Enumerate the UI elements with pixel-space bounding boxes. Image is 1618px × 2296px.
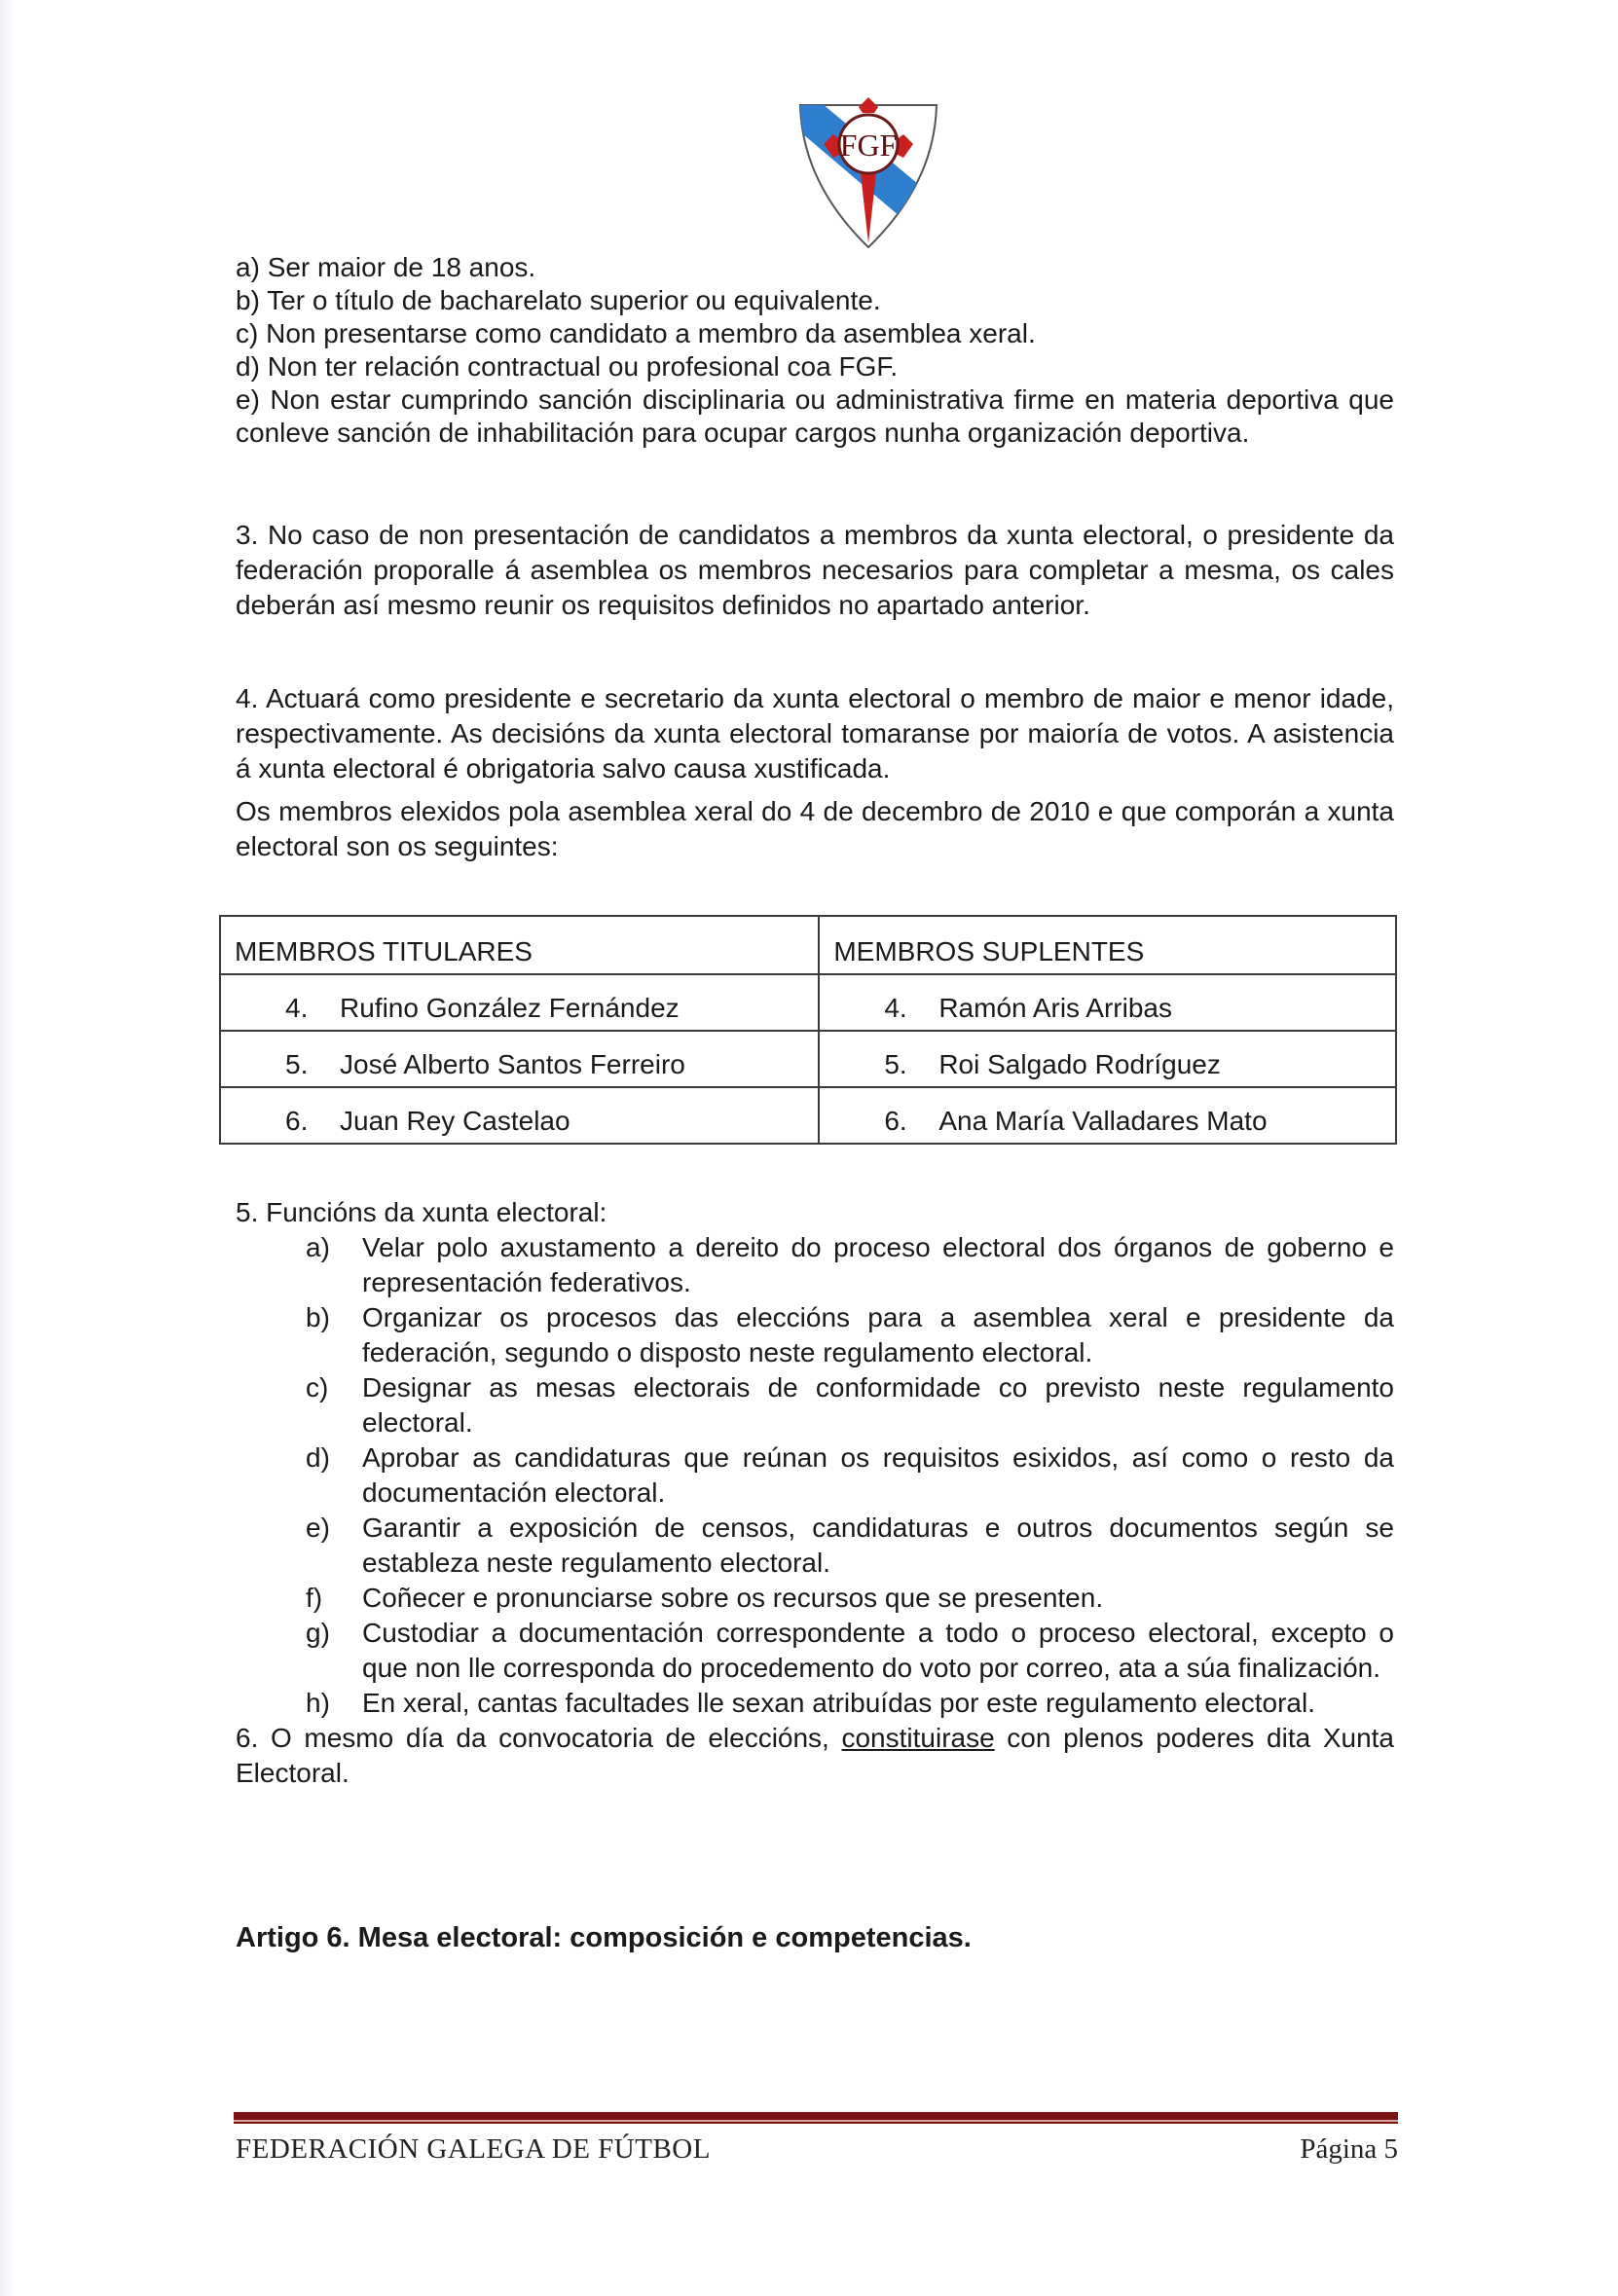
function-item: c) Designar as mesas electorais de conformidade co previsto neste regulamento electoral.: [306, 1372, 1394, 1438]
suplente-cell: 4. Ramón Aris Arribas: [819, 974, 1396, 1031]
function-item: g) Custodiar a documentación correspondente a todo o proceso electoral, excepto o que non lle corresponda do procedemento do voto por correo, ata a súa finalización.: [306, 1618, 1394, 1683]
requirement-b: b) Ter o título de bacharelato superior ou equivalente.: [236, 285, 881, 315]
paragraph-3: 3. No caso de non presentación de candidatos a membros da xunta electoral, o presidente da federación proporalle á asemblea os membros necesarios para completar a mesma, os cales deberán así mesmo reunir os requisitos definidos no apartado anterior.: [236, 520, 1394, 620]
paragraph-4: 4. Actuará como presidente e secretario da xunta electoral o membro de maior e menor idade, respectivamente. As decisións da xunta electoral tomaranse por maioría de votos. A asistencia á xunta electoral é obrigatoria salvo causa xustificada.: [236, 683, 1394, 784]
functions-section: [236, 1195, 1394, 1791]
suplente-cell: 6. Ana María Valladares Mato: [819, 1087, 1396, 1144]
titular-cell: 5. José Alberto Santos Ferreiro: [220, 1031, 819, 1087]
table-row: [220, 974, 1396, 1031]
requirement-d: d) Non ter relación contractual ou profesional coa FGF.: [236, 351, 899, 382]
functions-title: 5. Funcións da xunta electoral:: [236, 1197, 607, 1227]
suplente-cell: 5. Roi Salgado Rodríguez: [819, 1031, 1396, 1087]
requirement-c: c) Non presentarse como candidato a membro da asemblea xeral.: [236, 318, 1036, 348]
paragraph-6: 6. O mesmo día da convocatoria de eleccións, constituirase con plenos poderes dita Xunta Electoral.: [236, 1723, 1394, 1788]
function-item: f) Coñecer e pronunciarse sobre os recursos que se presenten.: [306, 1583, 1104, 1613]
scan-edge: [0, 0, 14, 2296]
requirements-list: [236, 251, 1394, 450]
function-item: h) En xeral, cantas facultades lle sexan atribuídas por este regulamento electoral.: [306, 1688, 1316, 1718]
header-titulares: MEMBROS TITULARES: [220, 916, 819, 974]
table-row: [220, 1031, 1396, 1087]
requirement-e: e) Non estar cumprindo sanción disciplinaria ou administrativa firme en materia deportiva que conleve sanción de inhabilitación para ocupar cargos nunha organización deportiva.: [236, 384, 1394, 448]
fgf-crest-icon: [796, 95, 940, 251]
function-item: d) Aprobar as candidaturas que reúnan os requisitos esixidos, así como o resto da documentación electoral.: [306, 1442, 1394, 1508]
titular-cell: 4. Rufino González Fernández: [220, 974, 819, 1031]
footer-organization: FEDERACIÓN GALEGA DE FÚTBOL: [236, 2133, 711, 2165]
logo-initials: FGF: [839, 128, 898, 163]
titular-cell: 6. Juan Rey Castelao: [220, 1087, 819, 1144]
members-table: [219, 915, 1397, 1145]
footer-rule: [234, 2112, 1398, 2124]
header-suplentes: MEMBROS SUPLENTES: [819, 916, 1396, 974]
table-row: [220, 1087, 1396, 1144]
requirement-a: a) Ser maior de 18 anos.: [236, 252, 536, 282]
function-item: e) Garantir a exposición de censos, candidaturas e outros documentos según se estableza neste regulamento electoral.: [306, 1512, 1394, 1578]
article-heading: Artigo 6. Mesa electoral: composición e competencias.: [236, 1922, 972, 1953]
function-item: a) Velar polo axustamento a dereito do proceso electoral dos órganos de goberno e representación federativos.: [306, 1232, 1394, 1297]
page-number: Página 5: [1300, 2133, 1398, 2165]
members-intro: Os membros elexidos pola asemblea xeral do 4 de decembro de 2010 e que comporán a xunta electoral son os seguintes:: [236, 796, 1394, 861]
function-item: b) Organizar os procesos das eleccións para a asemblea xeral e presidente da federación, segundo o disposto neste regulamento electoral.: [306, 1302, 1394, 1367]
table-header-row: [220, 916, 1396, 974]
